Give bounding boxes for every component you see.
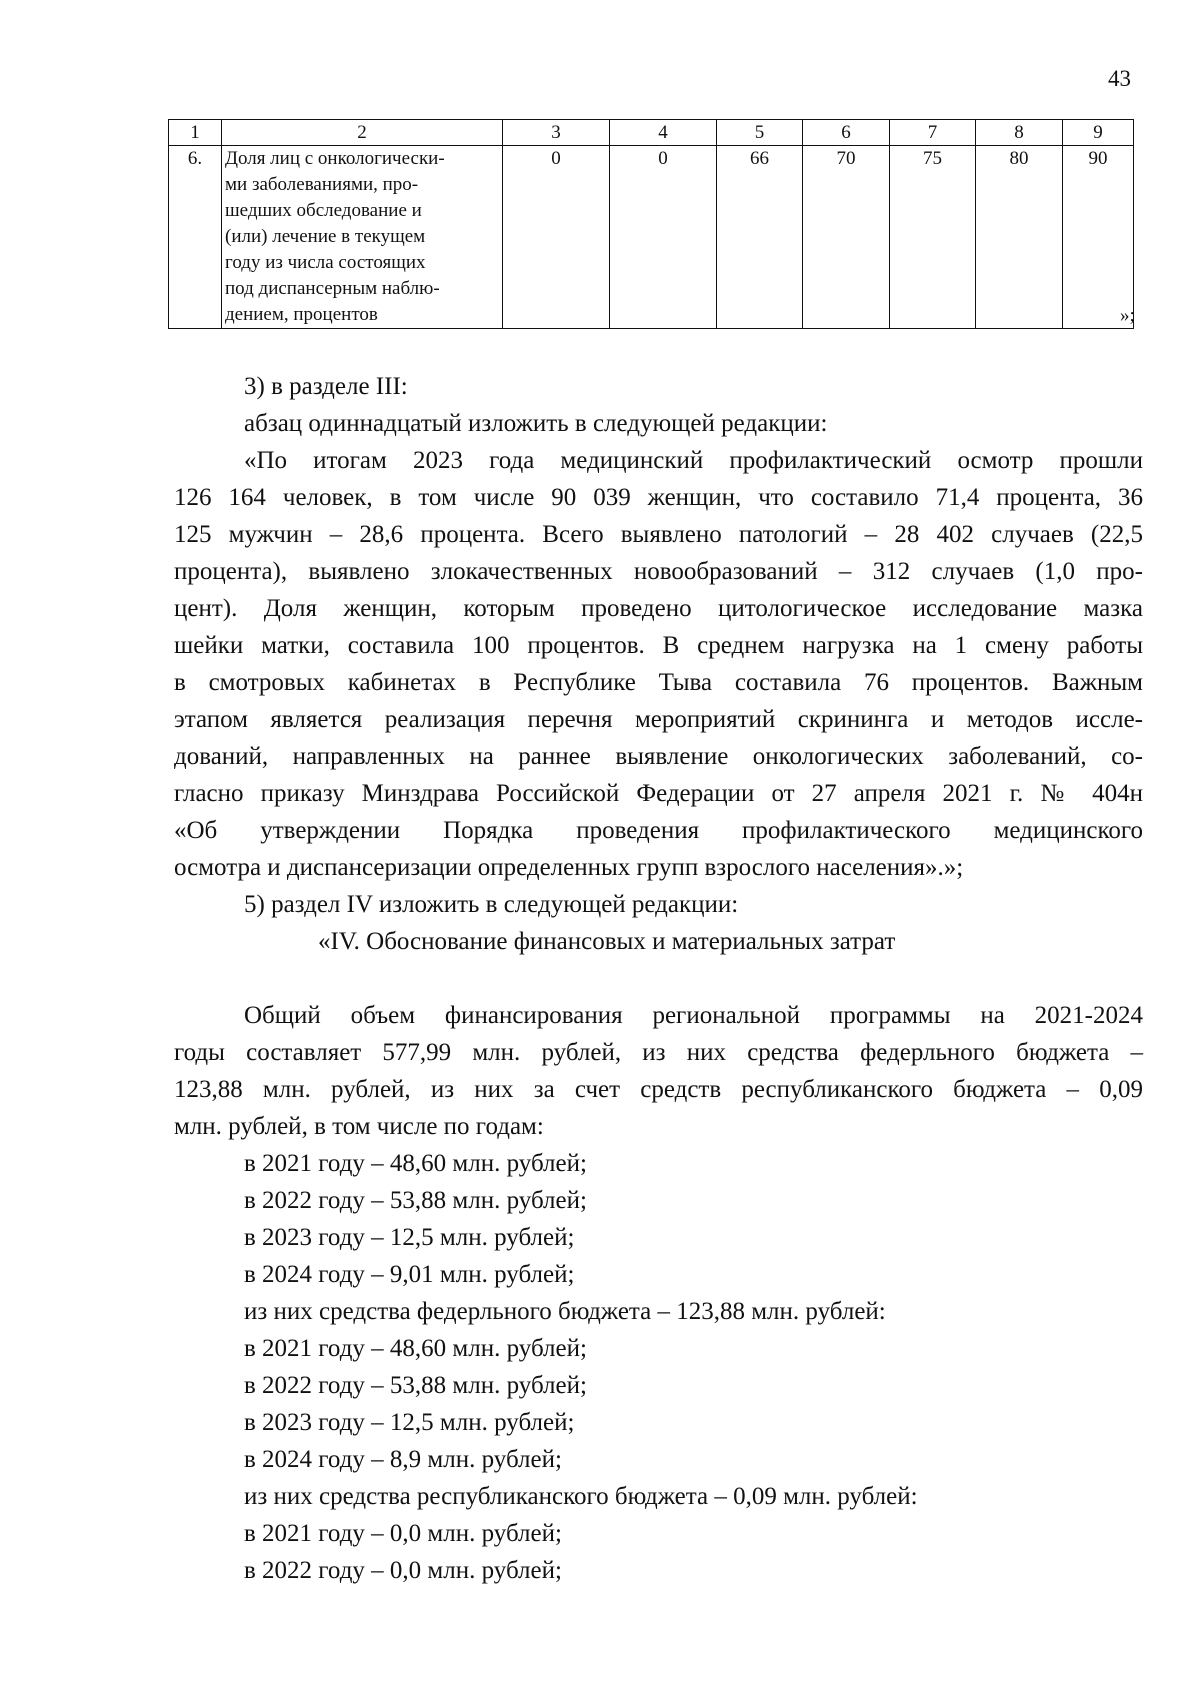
section-3-intro: абзац одиннадцатый изложить в следующей редакции: xyxy=(244,410,828,437)
indicator-name-line: ми заболеваниями, про- xyxy=(225,174,419,195)
year-item: в 2021 году – 48,60 млн. рублей; xyxy=(244,1150,587,1177)
quoted-paragraph xyxy=(174,442,1143,886)
indicator-name-line: шедших обследование и xyxy=(225,200,422,221)
year-item: в 2024 году – 8,9 млн. рублей; xyxy=(244,1446,562,1473)
section-4-title: «IV. Обоснование финансовых и материальных затрат xyxy=(318,928,896,955)
paragraph-line: годы составляет 577,99 млн. рублей, из них средства федерльного бюджета – xyxy=(174,1039,1143,1066)
year-item: в 2021 году – 48,60 млн. рублей; xyxy=(244,1335,587,1362)
indicator-name-line: году из числа состоящих xyxy=(225,252,426,273)
column-header: 3 xyxy=(503,120,610,146)
republic-budget-heading: из них средства республиканского бюджета – 0,09 млн. рублей: xyxy=(244,1483,918,1510)
indicator-table xyxy=(168,119,1134,329)
row-number: 6. xyxy=(169,146,222,329)
indicator-name xyxy=(222,146,503,329)
year-item: в 2021 году – 0,0 млн. рублей; xyxy=(244,1520,562,1547)
document-body xyxy=(174,368,1143,1589)
table-cell: 70 xyxy=(803,146,890,329)
year-item: в 2022 году – 53,88 млн. рублей; xyxy=(244,1372,587,1399)
column-header: 1 xyxy=(169,120,222,146)
table-closing-quote: »; xyxy=(1120,305,1135,326)
paragraph-line: процента), выявлено злокачественных новообразований – 312 случаев (1,0 про- xyxy=(174,558,1143,585)
table-cell: 66 xyxy=(717,146,803,329)
paragraph-line: в смотровых кабинетах в Республике Тыва составила 76 процентов. Важным xyxy=(174,669,1143,696)
paragraph-line: «По итогам 2023 года медицинский профилактический осмотр прошли xyxy=(244,447,1143,474)
table-cell: 0 xyxy=(503,146,610,329)
paragraph-line: млн. рублей, в том числе по годам: xyxy=(174,1113,544,1140)
section-3-heading: 3) в разделе III: xyxy=(244,373,408,400)
paragraph-line: шейки матки, составила 100 процентов. В среднем нагрузка на 1 смену работы xyxy=(174,632,1143,659)
paragraph-line: осмотра и диспансеризации определенных групп взрослого населения».»; xyxy=(174,854,964,881)
indicator-name-line: (или) лечение в текущем xyxy=(225,226,426,247)
table-cell: 75 xyxy=(890,146,976,329)
paragraph-line: гласно приказу Минздрава Российской Федерации от 27 апреля 2021 г. № 404н xyxy=(174,780,1143,807)
table-cell: 90 xyxy=(1063,146,1134,329)
column-header: 8 xyxy=(976,120,1063,146)
paragraph-line: 123,88 млн. рублей, из них за счет средств республиканского бюджета – 0,09 xyxy=(174,1076,1143,1103)
year-item: в 2023 году – 12,5 млн. рублей; xyxy=(244,1224,575,1251)
page-number: 43 xyxy=(1108,66,1131,91)
column-header: 2 xyxy=(222,120,503,146)
indicator-name-line: дением, процентов xyxy=(225,304,378,325)
table-cell: 80 xyxy=(976,146,1063,329)
column-header: 4 xyxy=(610,120,717,146)
column-header: 7 xyxy=(890,120,976,146)
year-item: в 2022 году – 53,88 млн. рублей; xyxy=(244,1187,587,1214)
indicator-name-line: под диспансерным наблю- xyxy=(225,278,440,299)
paragraph-line: цент). Доля женщин, которым проведено цитологическое исследование мазка xyxy=(174,595,1143,622)
paragraph-line: 126 164 человек, в том числе 90 039 женщин, что составило 71,4 процента, 36 xyxy=(174,484,1143,511)
table-row xyxy=(169,146,1134,329)
paragraph-line: Общий объем финансирования региональной программы на 2021-2024 xyxy=(244,1002,1143,1029)
paragraph-line: 125 мужчин – 28,6 процента. Всего выявлено патологий – 28 402 случаев (22,5 xyxy=(174,521,1143,548)
column-header: 5 xyxy=(717,120,803,146)
indicator-name-line: Доля лиц с онкологически- xyxy=(225,148,445,169)
year-item: в 2022 году – 0,0 млн. рублей; xyxy=(244,1557,562,1584)
section-5-heading: 5) раздел IV изложить в следующей редакции: xyxy=(244,891,739,918)
paragraph-line: дований, направленных на раннее выявление онкологических заболеваний, со- xyxy=(174,743,1143,770)
federal-budget-heading: из них средства федерльного бюджета – 123,88 млн. рублей: xyxy=(244,1298,886,1325)
table-cell: 0 xyxy=(610,146,717,329)
table-header-row xyxy=(169,120,1134,146)
year-item: в 2024 году – 9,01 млн. рублей; xyxy=(244,1261,575,1288)
paragraph-line: «Об утверждении Порядка проведения профилактического медицинского xyxy=(174,817,1143,844)
column-header: 9 xyxy=(1063,120,1134,146)
financing-paragraph xyxy=(174,997,1143,1145)
year-item: в 2023 году – 12,5 млн. рублей; xyxy=(244,1409,575,1436)
column-header: 6 xyxy=(803,120,890,146)
paragraph-line: этапом является реализация перечня мероприятий скрининга и методов иссле- xyxy=(174,706,1143,733)
